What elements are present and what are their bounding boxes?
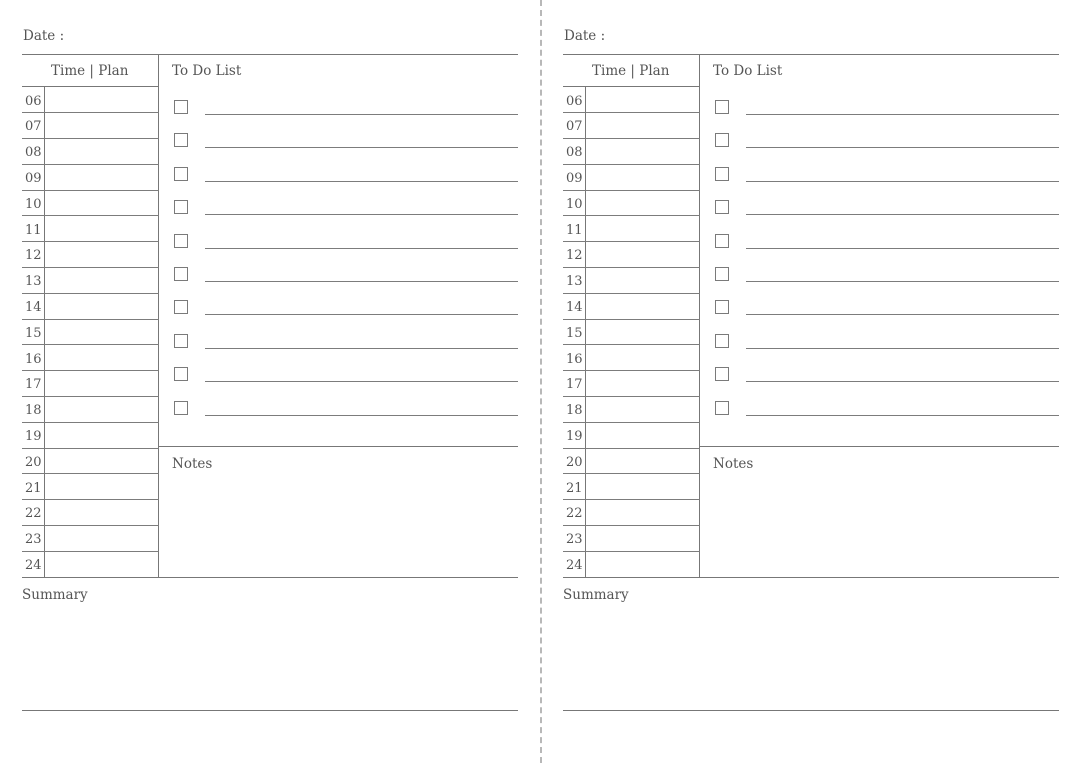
hour-plan-cell[interactable] — [45, 449, 159, 474]
hour-plan-cell[interactable] — [586, 88, 700, 113]
hour-row — [22, 475, 159, 501]
hour-plan-cell[interactable] — [586, 113, 700, 138]
todo-write-line[interactable] — [205, 147, 518, 148]
todo-list-header: To Do List — [713, 63, 783, 79]
hour-label: 20 — [566, 454, 583, 470]
todo-item — [713, 198, 1059, 222]
todo-item — [713, 165, 1059, 189]
hour-row — [22, 88, 159, 114]
time-plan-header: Time | Plan — [592, 63, 670, 79]
hour-label: 09 — [25, 170, 42, 186]
hour-label: 12 — [566, 248, 583, 264]
hour-plan-cell[interactable] — [586, 526, 700, 551]
todo-write-line[interactable] — [746, 214, 1059, 215]
hour-plan-cell[interactable] — [586, 346, 700, 371]
hour-row — [22, 423, 159, 449]
todo-item — [713, 399, 1059, 423]
hour-row — [563, 165, 700, 191]
todo-checkbox[interactable] — [174, 367, 188, 381]
hour-plan-cell[interactable] — [45, 139, 159, 164]
hour-row — [22, 268, 159, 294]
planner-page-left — [22, 0, 518, 763]
hour-label: 15 — [566, 325, 583, 341]
hour-plan-cell[interactable] — [586, 320, 700, 345]
todo-write-line[interactable] — [205, 348, 518, 349]
hour-label: 19 — [566, 428, 583, 444]
hour-row — [563, 552, 700, 578]
todo-write-line[interactable] — [746, 348, 1059, 349]
summary-rule — [22, 710, 518, 711]
hour-plan-cell[interactable] — [45, 371, 159, 396]
todo-item — [172, 332, 518, 356]
notes-label: Notes — [713, 456, 754, 472]
hour-row — [22, 526, 159, 552]
summary-rule — [563, 710, 1059, 711]
todo-item — [713, 298, 1059, 322]
notes-rule — [700, 446, 1059, 447]
todo-item — [172, 165, 518, 189]
hour-row — [22, 217, 159, 243]
hour-plan-cell[interactable] — [586, 397, 700, 422]
hour-plan-cell[interactable] — [45, 423, 159, 448]
hour-row — [563, 88, 700, 114]
hour-row — [563, 371, 700, 397]
hour-row — [563, 500, 700, 526]
hour-row — [563, 242, 700, 268]
hour-plan-cell[interactable] — [586, 294, 700, 319]
hour-row — [22, 500, 159, 526]
hour-plan-cell[interactable] — [586, 449, 700, 474]
hour-label: 12 — [25, 248, 42, 264]
hour-label: 16 — [566, 351, 583, 367]
hour-plan-cell[interactable] — [45, 397, 159, 422]
hour-label: 24 — [25, 557, 42, 573]
todo-item — [172, 399, 518, 423]
todo-checkbox[interactable] — [174, 300, 188, 314]
hour-plan-cell[interactable] — [586, 500, 700, 525]
hour-label: 20 — [25, 454, 42, 470]
hour-plan-cell[interactable] — [45, 217, 159, 242]
hour-label: 24 — [566, 557, 583, 573]
todo-checkbox[interactable] — [174, 133, 188, 147]
todo-write-line[interactable] — [205, 181, 518, 182]
todo-checkbox[interactable] — [715, 133, 729, 147]
summary-area[interactable] — [22, 608, 518, 708]
hour-plan-cell[interactable] — [45, 88, 159, 113]
hour-plan-cell[interactable] — [45, 500, 159, 525]
hour-plan-cell[interactable] — [45, 165, 159, 190]
hour-row — [563, 423, 700, 449]
hour-plan-cell[interactable] — [586, 191, 700, 216]
todo-list-header: To Do List — [172, 63, 242, 79]
todo-item — [172, 365, 518, 389]
todo-checkbox[interactable] — [174, 200, 188, 214]
hour-row — [22, 242, 159, 268]
hour-label: 18 — [566, 403, 583, 419]
todo-item — [172, 298, 518, 322]
hour-row — [563, 320, 700, 346]
todo-item — [713, 232, 1059, 256]
todo-write-line[interactable] — [205, 314, 518, 315]
hour-row — [563, 268, 700, 294]
table-bottom-rule — [22, 577, 518, 578]
hour-row — [22, 165, 159, 191]
notes-area[interactable] — [160, 476, 518, 576]
todo-item — [713, 98, 1059, 122]
hour-row — [563, 294, 700, 320]
hour-label: 07 — [566, 119, 583, 135]
hour-label: 17 — [25, 377, 42, 393]
hour-label: 23 — [566, 532, 583, 548]
hour-row — [22, 552, 159, 578]
todo-checkbox[interactable] — [715, 267, 729, 281]
hour-plan-cell[interactable] — [45, 294, 159, 319]
hour-row — [22, 191, 159, 217]
todo-item — [172, 198, 518, 222]
todo-write-line[interactable] — [205, 381, 518, 382]
summary-label: Summary — [22, 587, 88, 603]
notes-label: Notes — [172, 456, 213, 472]
hour-plan-cell[interactable] — [45, 346, 159, 371]
hour-plan-cell[interactable] — [45, 113, 159, 138]
planner-page-right — [563, 0, 1059, 763]
cut-line-divider — [540, 0, 542, 763]
hour-label: 13 — [25, 274, 42, 290]
hour-label: 07 — [25, 119, 42, 135]
todo-write-line[interactable] — [746, 314, 1059, 315]
todo-item — [713, 332, 1059, 356]
todo-checkbox[interactable] — [715, 200, 729, 214]
hour-label: 11 — [25, 222, 42, 238]
todo-write-line[interactable] — [746, 147, 1059, 148]
todo-checkbox[interactable] — [174, 334, 188, 348]
todo-item — [172, 232, 518, 256]
hour-row — [563, 139, 700, 165]
hour-plan-cell[interactable] — [586, 139, 700, 164]
hour-label: 21 — [566, 480, 583, 496]
hour-row — [22, 113, 159, 139]
hour-label: 09 — [566, 170, 583, 186]
time-plan-header: Time | Plan — [51, 63, 129, 79]
todo-item — [172, 131, 518, 155]
summary-label: Summary — [563, 587, 629, 603]
hour-row — [563, 113, 700, 139]
notes-rule — [159, 446, 518, 447]
hour-row — [563, 397, 700, 423]
notes-area[interactable] — [701, 476, 1059, 576]
todo-write-line[interactable] — [205, 114, 518, 115]
todo-checkbox[interactable] — [715, 100, 729, 114]
hour-plan-cell[interactable] — [586, 423, 700, 448]
hour-plan-cell[interactable] — [586, 165, 700, 190]
hour-label: 18 — [25, 403, 42, 419]
todo-item — [172, 265, 518, 289]
todo-write-line[interactable] — [205, 415, 518, 416]
hour-label: 16 — [25, 351, 42, 367]
hour-label: 17 — [566, 377, 583, 393]
todo-checkbox[interactable] — [715, 367, 729, 381]
hour-row — [563, 449, 700, 475]
hour-row — [22, 371, 159, 397]
todo-write-line[interactable] — [746, 281, 1059, 282]
hour-plan-cell[interactable] — [45, 526, 159, 551]
hour-label: 22 — [566, 506, 583, 522]
hour-plan-cell[interactable] — [586, 217, 700, 242]
hour-row — [22, 139, 159, 165]
todo-checkbox[interactable] — [715, 334, 729, 348]
summary-area[interactable] — [563, 608, 1059, 708]
hour-label: 19 — [25, 428, 42, 444]
hour-plan-cell[interactable] — [45, 552, 159, 578]
todo-item — [172, 98, 518, 122]
todo-checkbox[interactable] — [174, 234, 188, 248]
todo-checkbox[interactable] — [174, 167, 188, 181]
hour-plan-cell[interactable] — [586, 552, 700, 578]
hour-plan-cell[interactable] — [45, 475, 159, 500]
table-bottom-rule — [563, 577, 1059, 578]
hour-label: 10 — [566, 196, 583, 212]
date-label: Date : — [23, 28, 65, 44]
hour-label: 11 — [566, 222, 583, 238]
hour-label: 06 — [566, 93, 583, 109]
todo-write-line[interactable] — [746, 415, 1059, 416]
todo-checkbox[interactable] — [174, 401, 188, 415]
hour-label: 15 — [25, 325, 42, 341]
todo-item — [713, 265, 1059, 289]
top-rule — [22, 54, 518, 55]
hour-row — [22, 320, 159, 346]
hour-label: 08 — [25, 145, 42, 161]
hour-label: 14 — [25, 299, 42, 315]
todo-checkbox[interactable] — [715, 401, 729, 415]
todo-checkbox[interactable] — [174, 100, 188, 114]
hour-plan-cell[interactable] — [586, 268, 700, 293]
hour-row — [563, 191, 700, 217]
hour-row — [22, 346, 159, 372]
hour-label: 14 — [566, 299, 583, 315]
date-label: Date : — [564, 28, 606, 44]
hour-plan-cell[interactable] — [45, 191, 159, 216]
todo-checkbox[interactable] — [174, 267, 188, 281]
todo-item — [713, 131, 1059, 155]
hour-row — [563, 217, 700, 243]
todo-write-line[interactable] — [746, 114, 1059, 115]
hour-label: 10 — [25, 196, 42, 212]
todo-checkbox[interactable] — [715, 234, 729, 248]
hour-label: 23 — [25, 532, 42, 548]
hour-row — [563, 475, 700, 501]
hour-row — [22, 294, 159, 320]
todo-item — [713, 365, 1059, 389]
todo-write-line[interactable] — [746, 381, 1059, 382]
hour-plan-cell[interactable] — [45, 268, 159, 293]
hour-plan-cell[interactable] — [586, 475, 700, 500]
todo-write-line[interactable] — [205, 281, 518, 282]
hour-row — [563, 526, 700, 552]
hour-label: 22 — [25, 506, 42, 522]
hour-row — [22, 449, 159, 475]
hour-row — [563, 346, 700, 372]
todo-checkbox[interactable] — [715, 300, 729, 314]
todo-write-line[interactable] — [205, 248, 518, 249]
todo-checkbox[interactable] — [715, 167, 729, 181]
hour-plan-cell[interactable] — [45, 320, 159, 345]
hour-label: 08 — [566, 145, 583, 161]
hour-plan-cell[interactable] — [586, 242, 700, 267]
hour-plan-cell[interactable] — [586, 371, 700, 396]
hour-plan-cell[interactable] — [45, 242, 159, 267]
todo-write-line[interactable] — [205, 214, 518, 215]
hour-label: 06 — [25, 93, 42, 109]
hour-label: 21 — [25, 480, 42, 496]
top-rule — [563, 54, 1059, 55]
hour-row — [22, 397, 159, 423]
todo-write-line[interactable] — [746, 248, 1059, 249]
hour-label: 13 — [566, 274, 583, 290]
todo-write-line[interactable] — [746, 181, 1059, 182]
